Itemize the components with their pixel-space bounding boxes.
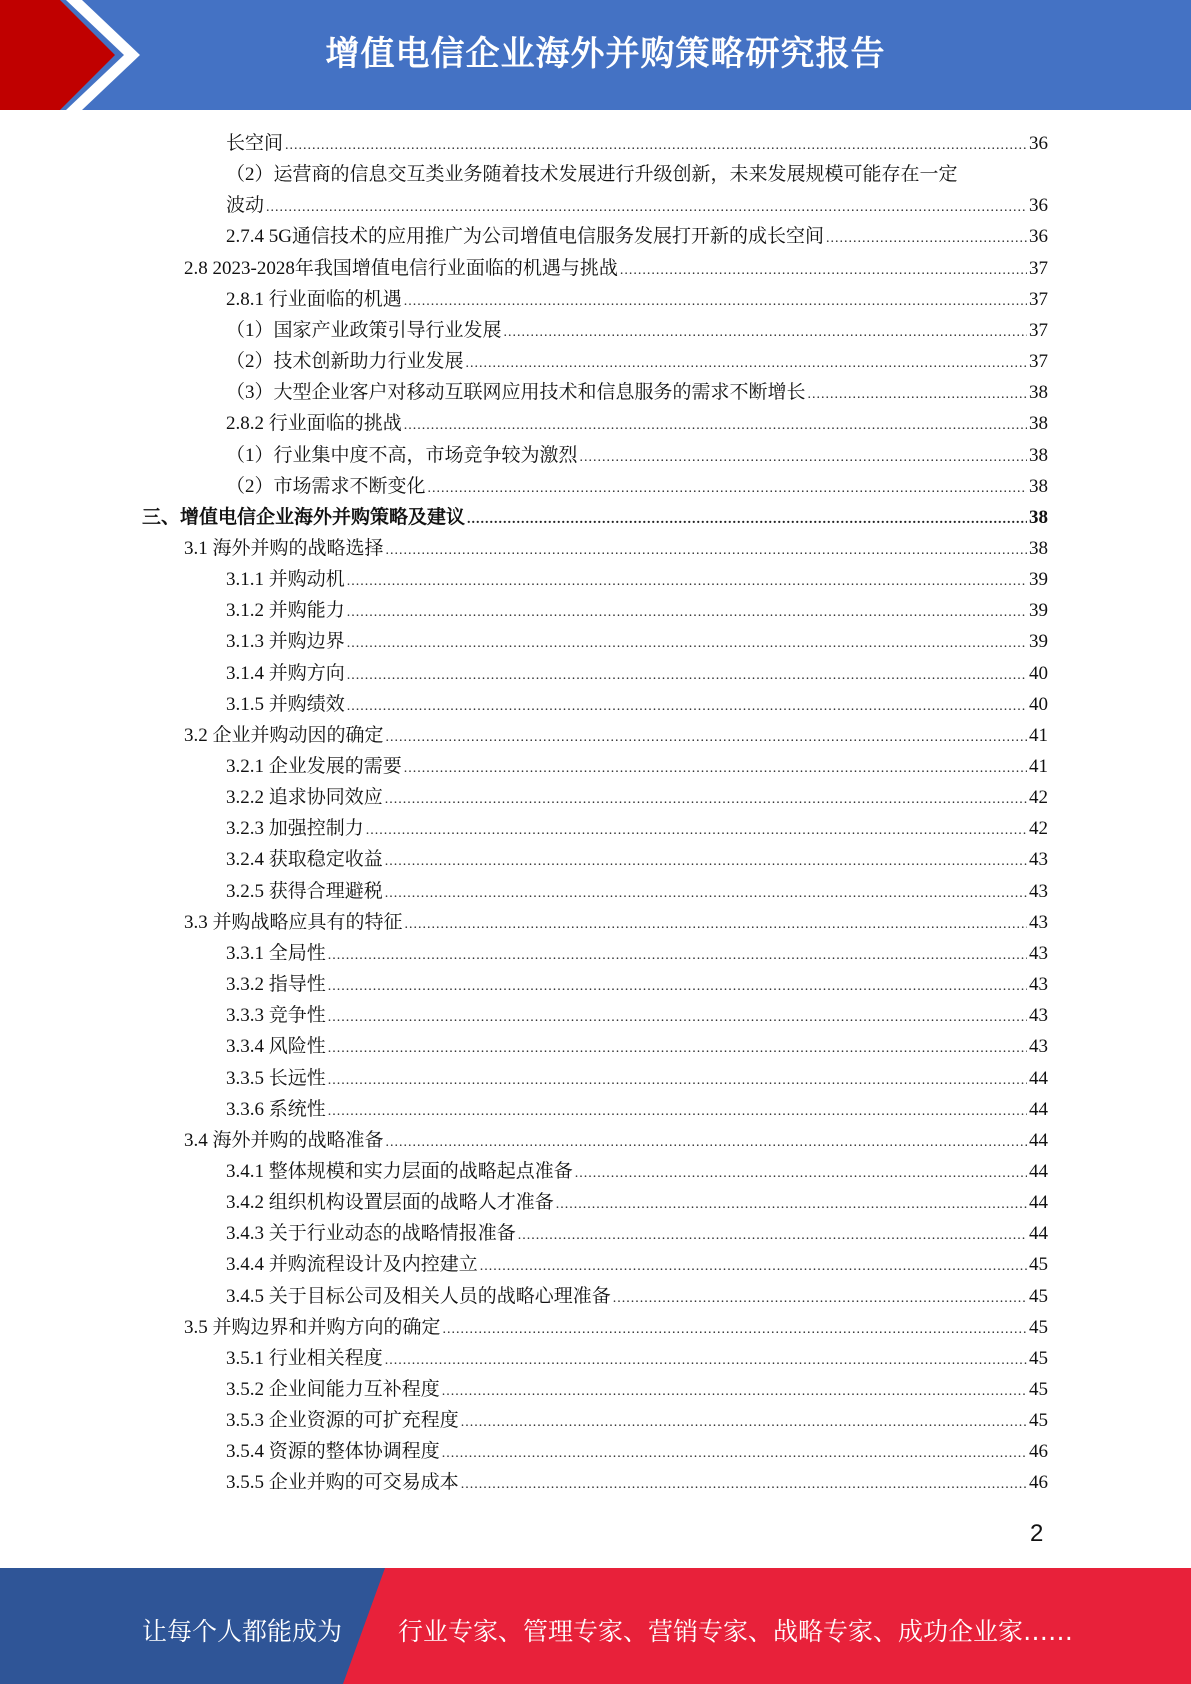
toc-entry[interactable] — [226, 689, 1048, 720]
toc-entry[interactable] — [226, 190, 1048, 221]
toc-entry-page: 44 — [1029, 1192, 1048, 1214]
toc-entry-page: 38 — [1029, 475, 1048, 497]
toc-entry-page: 44 — [1029, 1223, 1048, 1245]
toc-entry[interactable] — [226, 315, 1048, 346]
toc-entry-label: 3.5.2 企业间能力互补程度 — [226, 1379, 440, 1400]
toc-entry-label: 3.5.1 行业相关程度 — [226, 1347, 383, 1369]
toc-entry[interactable] — [226, 1436, 1048, 1467]
toc-dot-leader — [442, 1376, 1027, 1407]
toc-entry-page: 42 — [1029, 787, 1048, 809]
toc-entry[interactable] — [226, 159, 1048, 190]
page-footer — [0, 1568, 1191, 1684]
page-number: 2 — [1030, 1520, 1044, 1547]
toc-entry[interactable] — [226, 1187, 1048, 1218]
toc-entry-page: 36 — [1029, 133, 1048, 154]
toc-dot-leader — [442, 1438, 1027, 1469]
toc-entry-label: 3.1.1 并购动机 — [226, 569, 345, 591]
toc-entry[interactable] — [226, 1405, 1048, 1436]
toc-entry-label: 3.4.2 组织机构设置层面的战略人才准备 — [226, 1192, 554, 1214]
toc-entry-label: （2）技术创新助力行业发展 — [226, 351, 464, 373]
toc-entry-page: 45 — [1029, 1285, 1048, 1307]
page-header — [0, 0, 1191, 110]
toc-entry-page: 44 — [1029, 1129, 1048, 1151]
toc-dot-leader — [808, 379, 1027, 410]
toc-dot-leader — [328, 1033, 1027, 1064]
toc-dot-leader — [826, 223, 1027, 254]
toc-entry[interactable] — [226, 408, 1048, 439]
report-title: 增值电信企业海外并购策略研究报告 — [325, 34, 886, 74]
toc-entry[interactable] — [226, 1156, 1048, 1187]
toc-dot-leader — [285, 130, 1027, 161]
toc-dot-leader — [386, 1127, 1027, 1158]
footer-slogan-left: 让每个人都能成为 — [142, 1617, 343, 1646]
toc-entry-label: 3.3.6 系统性 — [226, 1098, 326, 1120]
toc-entry-label: 2.8.1 行业面临的机遇 — [226, 288, 402, 310]
toc-entry-page: 45 — [1029, 1379, 1048, 1400]
toc-entry-label: 波动 — [226, 195, 265, 217]
toc-entry-label: 3.2.1 企业发展的需要 — [226, 756, 402, 777]
toc-entry-label: 2.8 2023-2028年我国增值电信行业面临的机遇与挑战 — [184, 257, 618, 279]
toc-entry-label: （3）大型企业客户对移动互联网应用技术和信息服务的需求不断增长 — [226, 382, 806, 404]
toc-entry[interactable] — [184, 1125, 1048, 1156]
toc-entry-page: 36 — [1029, 226, 1048, 248]
toc-entry[interactable] — [226, 1249, 1048, 1280]
toc-entry-label: 3.3.5 长远性 — [226, 1067, 326, 1089]
toc-entry-label: 3.2.3 加强控制力 — [226, 818, 364, 840]
toc-dot-leader — [328, 1096, 1027, 1127]
toc-entry-label: 3.4.1 整体规模和实力层面的战略起点准备 — [226, 1160, 573, 1182]
toc-entry-label: 3.1.2 并购能力 — [226, 600, 345, 622]
toc-dot-leader — [443, 1314, 1027, 1345]
toc-entry[interactable] — [226, 1063, 1048, 1094]
toc-entry-page: 44 — [1029, 1067, 1048, 1089]
toc-entry-page: 37 — [1029, 319, 1048, 341]
toc-dot-leader — [480, 1251, 1027, 1282]
toc-entry[interactable] — [226, 284, 1048, 315]
toc-entry-page: 45 — [1029, 1254, 1048, 1276]
toc-entry-label: （2）市场需求不断变化 — [226, 475, 426, 497]
toc-entry[interactable] — [226, 626, 1048, 657]
toc-dot-leader — [620, 255, 1027, 286]
toc-entry-page: 46 — [1029, 1441, 1048, 1463]
toc-entry-label: 3.3.3 竞争性 — [226, 1005, 326, 1027]
toc-dot-leader — [518, 1220, 1027, 1251]
toc-entry-label: （1）行业集中度不高，市场竞争较为激烈 — [226, 444, 578, 466]
toc-entry[interactable] — [226, 377, 1048, 408]
toc-entry[interactable] — [184, 720, 1048, 751]
toc-entry-page: 38 — [1029, 413, 1048, 435]
toc-entry-label: 3.4.3 关于行业动态的战略情报准备 — [226, 1223, 516, 1245]
toc-entry-page: 40 — [1029, 662, 1048, 684]
toc-entry-label: 3.2 企业并购动因的确定 — [184, 724, 384, 746]
toc-entry-label: （1）国家产业政策引导行业发展 — [226, 319, 502, 341]
toc-entry-label: （2）运营商的信息交互类业务随着技术发展进行升级创新，未来发展规模可能存在一定 — [226, 164, 958, 186]
toc-dot-leader — [347, 691, 1027, 722]
toc-dot-leader — [404, 410, 1027, 441]
toc-entry-label: 3.5 并购边界和并购方向的确定 — [184, 1316, 441, 1338]
toc-dot-leader — [385, 1345, 1027, 1376]
toc-entry[interactable] — [226, 1218, 1048, 1249]
toc-entry-label: 3.5.3 企业资源的可扩充程度 — [226, 1410, 459, 1432]
toc-entry-page: 37 — [1029, 351, 1048, 373]
toc-entry-page: 41 — [1029, 756, 1048, 777]
footer-slogan-right: 行业专家、管理专家、营销专家、战略专家、成功企业家…… — [398, 1617, 1074, 1646]
toc-entry[interactable] — [226, 346, 1048, 377]
toc-entry-label: 3.2.4 获取稳定收益 — [226, 849, 383, 871]
toc-entry-page: 38 — [1029, 382, 1048, 404]
toc-entry[interactable] — [226, 595, 1048, 626]
toc-entry-label: 3.4.5 关于目标公司及相关人员的战略心理准备 — [226, 1285, 611, 1307]
toc-dot-leader — [405, 909, 1027, 940]
toc-dot-leader — [404, 286, 1027, 317]
toc-entry-page: 45 — [1029, 1410, 1048, 1432]
toc-dot-leader — [461, 1469, 1027, 1500]
toc-dot-leader — [328, 1065, 1027, 1096]
toc-entry-label: 3.3.1 全局性 — [226, 942, 326, 964]
toc-dot-leader — [366, 815, 1027, 846]
toc-entry-label: 3.1.4 并购方向 — [226, 662, 345, 684]
toc-entry-label: 3.2.5 获得合理避税 — [226, 880, 383, 902]
toc-entry-label: 长空间 — [226, 133, 284, 154]
toc-entry-page: 39 — [1029, 569, 1048, 591]
toc-dot-leader — [347, 660, 1027, 691]
toc-entry[interactable] — [226, 1031, 1048, 1062]
toc-entry-page: 41 — [1029, 724, 1048, 746]
toc-entry-label: 3.3.4 风险性 — [226, 1036, 326, 1058]
toc-entry[interactable] — [226, 938, 1048, 969]
toc-dot-leader — [580, 442, 1027, 473]
toc-entry[interactable] — [226, 969, 1048, 1000]
toc-entry-page: 43 — [1029, 974, 1048, 996]
toc-entry-page: 43 — [1029, 849, 1048, 871]
toc-entry-label: 2.7.4 5G通信技术的应用推广为公司增值电信服务发展打开新的成长空间 — [226, 226, 824, 248]
toc-dot-leader — [461, 1407, 1027, 1438]
toc-entry-label: 3.1 海外并购的战略选择 — [184, 537, 384, 559]
toc-entry[interactable] — [226, 813, 1048, 844]
toc-entry-page: 38 — [1029, 537, 1048, 559]
toc-entry[interactable] — [142, 502, 1048, 533]
toc-entry[interactable] — [226, 1343, 1048, 1374]
toc-entry[interactable] — [226, 1000, 1048, 1031]
toc-entry-page: 37 — [1029, 257, 1048, 279]
toc-entry[interactable] — [226, 564, 1048, 595]
toc-entry[interactable] — [184, 253, 1048, 284]
toc-entry-page: 46 — [1029, 1472, 1048, 1494]
toc-entry[interactable] — [184, 907, 1048, 938]
toc-dot-leader — [347, 628, 1027, 659]
toc-dot-leader — [385, 878, 1027, 909]
toc-dot-leader — [385, 846, 1027, 877]
toc-entry[interactable] — [226, 751, 1048, 782]
toc-entry-label: 2.8.2 行业面临的挑战 — [226, 413, 402, 435]
toc-entry[interactable] — [226, 844, 1048, 875]
toc-entry-label: 3.3.2 指导性 — [226, 974, 326, 996]
toc-entry-page: 36 — [1029, 195, 1048, 217]
toc-entry-page: 43 — [1029, 880, 1048, 902]
toc-entry-label: 3.1.5 并购绩效 — [226, 693, 345, 715]
toc-entry[interactable] — [184, 1312, 1048, 1343]
toc-entry[interactable] — [184, 533, 1048, 564]
toc-dot-leader — [613, 1283, 1027, 1314]
toc-entry-label: 3.2.2 追求协同效应 — [226, 787, 383, 809]
toc-dot-leader — [328, 971, 1027, 1002]
toc-dot-leader — [386, 535, 1027, 566]
toc-entry[interactable] — [226, 1281, 1048, 1312]
toc-entry-page: 44 — [1029, 1098, 1048, 1120]
toc-entry-label: 3.4.4 并购流程设计及内控建立 — [226, 1254, 478, 1276]
toc-entry[interactable] — [226, 876, 1048, 907]
toc-dot-leader — [386, 722, 1027, 753]
toc-dot-leader — [328, 940, 1027, 971]
toc-dot-leader — [347, 597, 1027, 628]
toc-entry-page: 43 — [1029, 1036, 1048, 1058]
toc-dot-leader — [347, 566, 1027, 597]
toc-entry-label: 三、增值电信企业海外并购策略及建议 — [142, 506, 466, 528]
toc-entry-page: 38 — [1029, 506, 1048, 528]
toc-entry-page: 40 — [1029, 693, 1048, 715]
toc-entry-label: 3.5.5 企业并购的可交易成本 — [226, 1472, 459, 1494]
toc-entry-label: 3.1.3 并购边界 — [226, 631, 345, 653]
toc-dot-leader — [504, 317, 1027, 348]
toc-entry[interactable] — [226, 128, 1048, 159]
toc-entry[interactable] — [226, 782, 1048, 813]
toc-dot-leader — [428, 473, 1027, 504]
toc-entry[interactable] — [226, 471, 1048, 502]
toc-dot-leader — [328, 1002, 1027, 1033]
toc-entry-label: 3.4 海外并购的战略准备 — [184, 1129, 384, 1151]
toc-entry-page: 45 — [1029, 1316, 1048, 1338]
toc-entry[interactable] — [226, 1467, 1048, 1498]
toc-entry-page: 43 — [1029, 1005, 1048, 1027]
toc-entry[interactable] — [226, 1374, 1048, 1405]
toc-entry-page: 39 — [1029, 631, 1048, 653]
toc-entry-page: 38 — [1029, 444, 1048, 466]
toc-entry-page: 37 — [1029, 288, 1048, 310]
toc-entry-page: 45 — [1029, 1347, 1048, 1369]
toc-entry-page: 39 — [1029, 600, 1048, 622]
toc-entry-page: 43 — [1029, 911, 1048, 933]
toc-entry-page: 44 — [1029, 1160, 1048, 1182]
toc-dot-leader — [404, 753, 1027, 784]
toc-dot-leader — [467, 504, 1027, 535]
toc-dot-leader — [385, 784, 1027, 815]
toc-dot-leader — [575, 1158, 1027, 1189]
toc-entry[interactable] — [226, 221, 1048, 252]
toc-dot-leader — [266, 192, 1027, 223]
toc-entry[interactable] — [226, 658, 1048, 689]
toc-dot-leader — [466, 348, 1027, 379]
toc-dot-leader — [556, 1189, 1027, 1220]
toc-entry[interactable] — [226, 440, 1048, 471]
toc-entry-page: 42 — [1029, 818, 1048, 840]
toc-entry[interactable] — [226, 1094, 1048, 1125]
toc-entry-label: 3.5.4 资源的整体协调程度 — [226, 1441, 440, 1463]
toc-entry-page: 43 — [1029, 942, 1048, 964]
toc-entry-label: 3.3 并购战略应具有的特征 — [184, 911, 403, 933]
